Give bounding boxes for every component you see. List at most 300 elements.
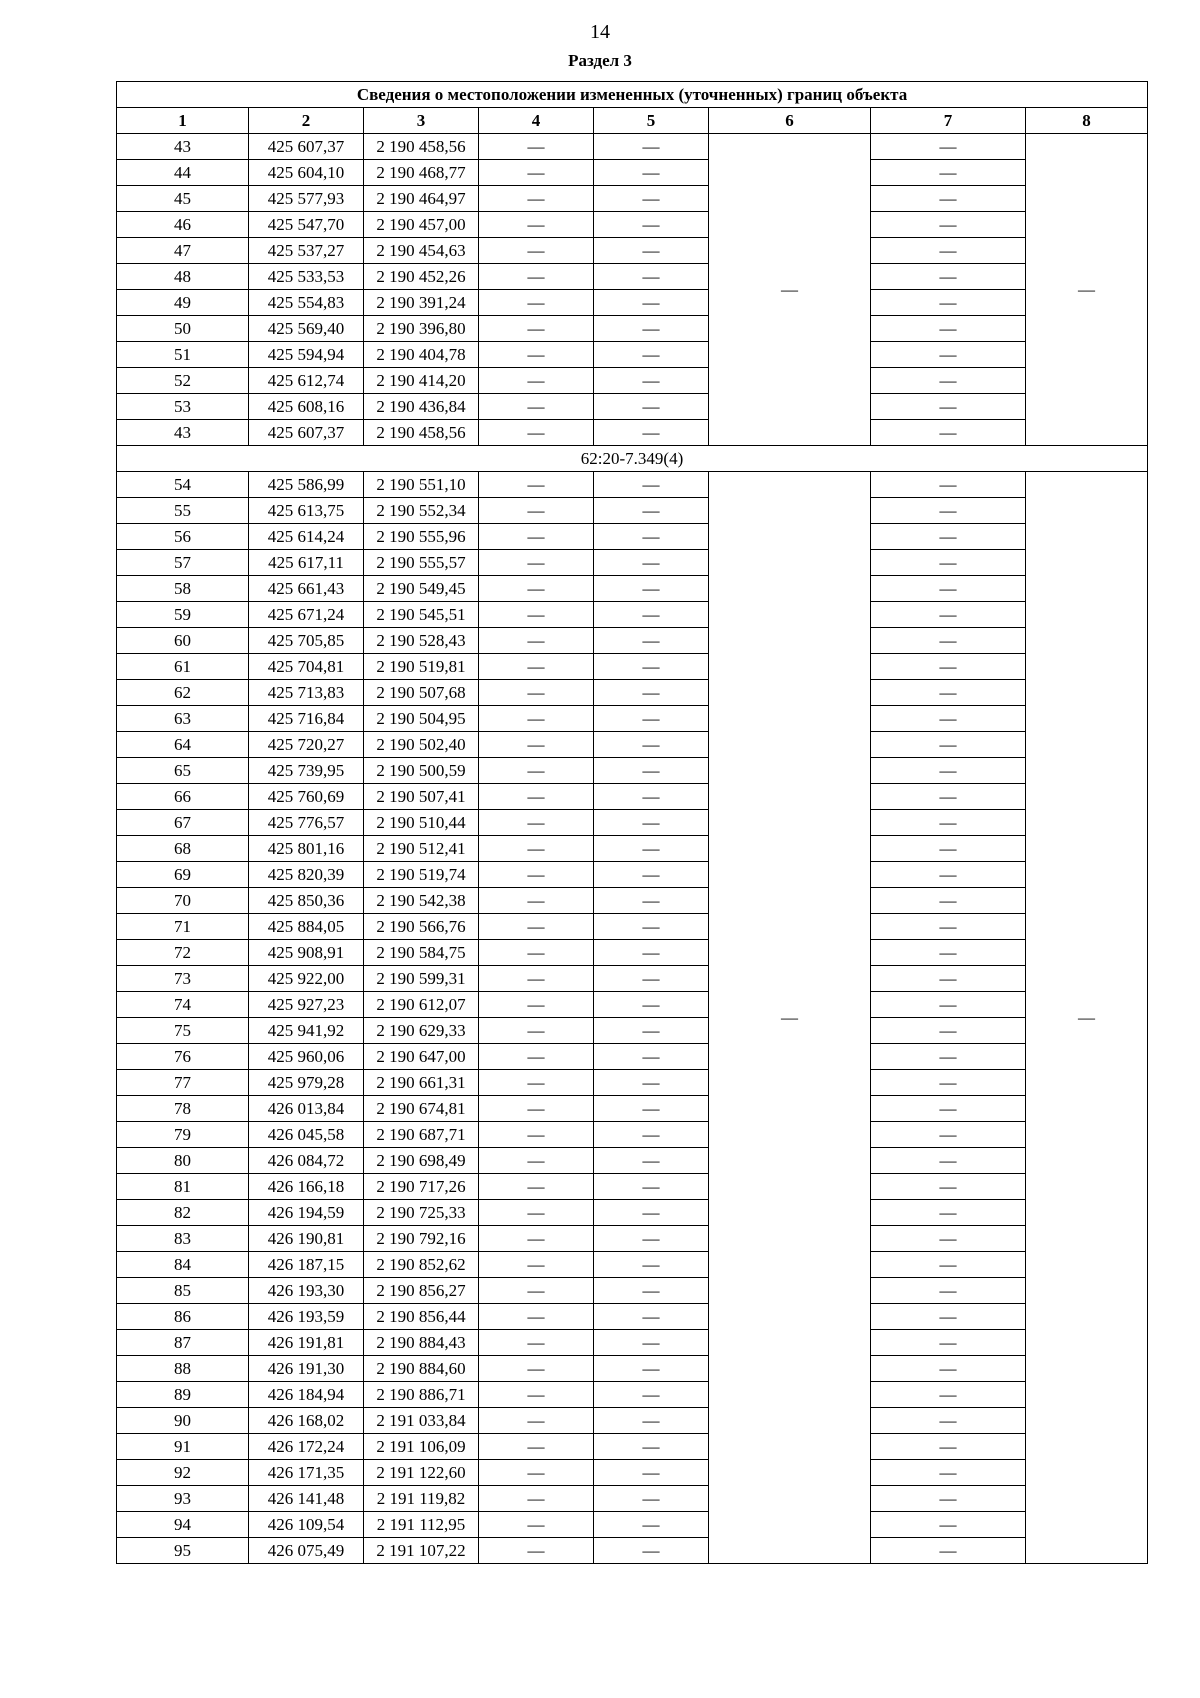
table-row [117,888,1148,914]
column-4-value: — [479,1174,594,1200]
point-number: 50 [117,316,249,342]
column-7-value: — [871,160,1026,186]
coordinate-y: 2 190 507,68 [364,680,479,706]
column-7-value: — [871,732,1026,758]
table-row [117,1252,1148,1278]
point-number: 49 [117,290,249,316]
column-5-value: — [594,498,709,524]
coordinate-x: 425 614,24 [249,524,364,550]
point-number: 53 [117,394,249,420]
point-number: 45 [117,186,249,212]
coordinate-y: 2 190 504,95 [364,706,479,732]
point-number: 59 [117,602,249,628]
point-number: 67 [117,810,249,836]
table-row [117,654,1148,680]
coordinate-x: 425 941,92 [249,1018,364,1044]
column-5-value: — [594,550,709,576]
column-7-value: — [871,134,1026,160]
table-row [117,758,1148,784]
column-number-4: 4 [479,108,594,134]
table-row [117,264,1148,290]
coordinate-x: 425 607,37 [249,134,364,160]
table-row [117,550,1148,576]
column-5-value: — [594,1278,709,1304]
table-row [117,1278,1148,1304]
column-4-value: — [479,914,594,940]
table-row [117,1486,1148,1512]
point-number: 62 [117,680,249,706]
point-number: 85 [117,1278,249,1304]
table-row [117,1512,1148,1538]
column-4-value: — [479,342,594,368]
table-row [117,524,1148,550]
column-7-value: — [871,498,1026,524]
column-5-value: — [594,1044,709,1070]
table-caption: Сведения о местоположении измененных (уточненных) границ объекта [117,82,1148,108]
point-number: 83 [117,1226,249,1252]
column-4-value: — [479,576,594,602]
column-7-value: — [871,264,1026,290]
table-row [117,368,1148,394]
table-row [117,212,1148,238]
table-row [117,732,1148,758]
coordinate-x: 426 045,58 [249,1122,364,1148]
point-number: 46 [117,212,249,238]
column-7-value: — [871,1382,1026,1408]
column-4-value: — [479,1330,594,1356]
coordinate-y: 2 190 856,44 [364,1304,479,1330]
coordinate-x: 425 720,27 [249,732,364,758]
table-head [117,82,1148,134]
coordinate-x: 425 661,43 [249,576,364,602]
column-5-value: — [594,1382,709,1408]
column-4-value: — [479,1382,594,1408]
point-number: 60 [117,628,249,654]
column-7-value: — [871,992,1026,1018]
column-5-value: — [594,992,709,1018]
column-4-value: — [479,368,594,394]
coordinate-y: 2 191 119,82 [364,1486,479,1512]
coordinate-x: 425 960,06 [249,1044,364,1070]
point-number: 63 [117,706,249,732]
column-5-value: — [594,290,709,316]
coordinate-x: 425 608,16 [249,394,364,420]
table-row [117,914,1148,940]
point-number: 44 [117,160,249,186]
point-number: 93 [117,1486,249,1512]
point-number: 92 [117,1460,249,1486]
column-7-value: — [871,342,1026,368]
coordinate-x: 426 168,02 [249,1408,364,1434]
coordinate-x: 425 704,81 [249,654,364,680]
table-row [117,1330,1148,1356]
coordinate-y: 2 190 674,81 [364,1096,479,1122]
column-5-value: — [594,342,709,368]
column-5-value: — [594,238,709,264]
table-row [117,810,1148,836]
table-row [117,1174,1148,1200]
table-row [117,1096,1148,1122]
table-row [117,420,1148,446]
coordinate-x: 425 586,99 [249,472,364,498]
point-number: 55 [117,498,249,524]
point-number: 82 [117,1200,249,1226]
column-4-value: — [479,1018,594,1044]
coordinate-x: 426 075,49 [249,1538,364,1564]
coordinate-x: 425 613,75 [249,498,364,524]
point-number: 43 [117,134,249,160]
column-5-value: — [594,134,709,160]
coordinate-y: 2 190 552,34 [364,498,479,524]
coordinate-y: 2 190 510,44 [364,810,479,836]
column-5-value: — [594,1460,709,1486]
column-7-value: — [871,888,1026,914]
coordinate-y: 2 191 106,09 [364,1434,479,1460]
table-row [117,1200,1148,1226]
column-5-value: — [594,810,709,836]
column-6-merged-value: — [709,134,871,446]
column-7-value: — [871,1200,1026,1226]
column-4-value: — [479,1538,594,1564]
column-7-value: — [871,1226,1026,1252]
point-number: 79 [117,1122,249,1148]
coordinate-y: 2 190 555,96 [364,524,479,550]
column-5-value: — [594,1304,709,1330]
coordinate-x: 425 604,10 [249,160,364,186]
caption-row [117,82,1148,108]
coordinate-y: 2 190 452,26 [364,264,479,290]
column-4-value: — [479,862,594,888]
coordinate-x: 426 191,30 [249,1356,364,1382]
coordinate-y: 2 190 519,74 [364,862,479,888]
column-7-value: — [871,654,1026,680]
group-label-row [117,446,1148,472]
column-number-1: 1 [117,108,249,134]
column-5-value: — [594,1148,709,1174]
point-number: 86 [117,1304,249,1330]
point-number: 71 [117,914,249,940]
coordinate-y: 2 190 458,56 [364,134,479,160]
column-7-value: — [871,602,1026,628]
coordinate-x: 426 193,30 [249,1278,364,1304]
column-4-value: — [479,602,594,628]
column-5-value: — [594,368,709,394]
table-row [117,628,1148,654]
column-7-value: — [871,784,1026,810]
column-7-value: — [871,1460,1026,1486]
coordinate-x: 425 537,27 [249,238,364,264]
column-4-value: — [479,160,594,186]
coordinate-y: 2 190 852,62 [364,1252,479,1278]
column-4-value: — [479,550,594,576]
column-7-value: — [871,576,1026,602]
coordinate-x: 426 190,81 [249,1226,364,1252]
table-row [117,862,1148,888]
table-row [117,966,1148,992]
table-row [117,1538,1148,1564]
coordinate-x: 425 554,83 [249,290,364,316]
table-row [117,1070,1148,1096]
table-row [117,576,1148,602]
column-5-value: — [594,1538,709,1564]
coordinate-x: 426 109,54 [249,1512,364,1538]
column-4-value: — [479,836,594,862]
column-5-value: — [594,1200,709,1226]
table-row [117,1018,1148,1044]
point-number: 47 [117,238,249,264]
column-7-value: — [871,628,1026,654]
column-7-value: — [871,1252,1026,1278]
column-7-value: — [871,524,1026,550]
column-6-merged-value: — [709,472,871,1564]
column-7-value: — [871,550,1026,576]
coordinate-y: 2 190 414,20 [364,368,479,394]
table-row [117,1122,1148,1148]
point-number: 48 [117,264,249,290]
column-5-value: — [594,1356,709,1382]
column-7-value: — [871,316,1026,342]
coordinate-x: 425 547,70 [249,212,364,238]
coordinate-y: 2 190 698,49 [364,1148,479,1174]
point-number: 80 [117,1148,249,1174]
column-4-value: — [479,524,594,550]
column-number-5: 5 [594,108,709,134]
column-7-value: — [871,1278,1026,1304]
coordinate-y: 2 190 545,51 [364,602,479,628]
coordinates-table [116,81,1148,1564]
point-number: 78 [117,1096,249,1122]
coordinate-y: 2 190 519,81 [364,654,479,680]
column-5-value: — [594,836,709,862]
object-number: 62:20-7.349(4) [117,446,1148,472]
column-5-value: — [594,1122,709,1148]
table-row [117,784,1148,810]
table-row [117,1408,1148,1434]
table-row [117,134,1148,160]
coordinate-x: 425 850,36 [249,888,364,914]
column-4-value: — [479,1148,594,1174]
column-5-value: — [594,732,709,758]
column-5-value: — [594,576,709,602]
point-number: 74 [117,992,249,1018]
coordinate-x: 426 187,15 [249,1252,364,1278]
coordinate-x: 426 172,24 [249,1434,364,1460]
table-row [117,316,1148,342]
column-4-value: — [479,238,594,264]
column-7-value: — [871,1070,1026,1096]
column-5-value: — [594,862,709,888]
column-4-value: — [479,1200,594,1226]
coordinate-x: 426 184,94 [249,1382,364,1408]
column-number-row [117,108,1148,134]
coordinate-x: 425 908,91 [249,940,364,966]
column-7-value: — [871,1122,1026,1148]
column-5-value: — [594,1174,709,1200]
table-row [117,238,1148,264]
point-number: 84 [117,1252,249,1278]
coordinate-y: 2 191 107,22 [364,1538,479,1564]
point-number: 68 [117,836,249,862]
table-row [117,186,1148,212]
column-4-value: — [479,1460,594,1486]
table-row [117,394,1148,420]
coordinate-x: 426 141,48 [249,1486,364,1512]
column-5-value: — [594,1512,709,1538]
coordinate-x: 425 716,84 [249,706,364,732]
column-7-value: — [871,1018,1026,1044]
coordinate-y: 2 190 468,77 [364,160,479,186]
table-body [117,134,1148,1564]
point-number: 52 [117,368,249,394]
coordinate-y: 2 190 687,71 [364,1122,479,1148]
coordinate-x: 425 927,23 [249,992,364,1018]
column-4-value: — [479,706,594,732]
column-4-value: — [479,1434,594,1460]
coordinate-y: 2 190 661,31 [364,1070,479,1096]
column-4-value: — [479,394,594,420]
column-5-value: — [594,1434,709,1460]
column-8-merged-value: — [1026,134,1148,446]
column-5-value: — [594,1252,709,1278]
coordinate-y: 2 190 647,00 [364,1044,479,1070]
column-7-value: — [871,186,1026,212]
table-row [117,680,1148,706]
column-7-value: — [871,1538,1026,1564]
column-number-2: 2 [249,108,364,134]
column-7-value: — [871,1434,1026,1460]
column-5-value: — [594,784,709,810]
column-7-value: — [871,836,1026,862]
column-7-value: — [871,706,1026,732]
point-number: 88 [117,1356,249,1382]
column-5-value: — [594,394,709,420]
column-7-value: — [871,472,1026,498]
table-row [117,602,1148,628]
coordinate-y: 2 190 584,75 [364,940,479,966]
point-number: 70 [117,888,249,914]
coordinate-x: 425 569,40 [249,316,364,342]
column-7-value: — [871,1486,1026,1512]
point-number: 56 [117,524,249,550]
point-number: 77 [117,1070,249,1096]
point-number: 61 [117,654,249,680]
coordinate-x: 425 820,39 [249,862,364,888]
point-number: 81 [117,1174,249,1200]
column-4-value: — [479,1486,594,1512]
column-5-value: — [594,940,709,966]
column-4-value: — [479,290,594,316]
point-number: 54 [117,472,249,498]
column-4-value: — [479,1070,594,1096]
table-row [117,1226,1148,1252]
coordinate-x: 425 979,28 [249,1070,364,1096]
column-8-merged-value: — [1026,472,1148,1564]
column-4-value: — [479,1408,594,1434]
table-row [117,1460,1148,1486]
column-7-value: — [871,1174,1026,1200]
coordinate-x: 426 191,81 [249,1330,364,1356]
coordinate-y: 2 190 551,10 [364,472,479,498]
point-number: 90 [117,1408,249,1434]
column-4-value: — [479,784,594,810]
coordinate-x: 425 671,24 [249,602,364,628]
point-number: 69 [117,862,249,888]
column-5-value: — [594,888,709,914]
coordinate-x: 425 594,94 [249,342,364,368]
coordinate-x: 425 612,74 [249,368,364,394]
column-number-8: 8 [1026,108,1148,134]
coordinate-x: 426 084,72 [249,1148,364,1174]
point-number: 66 [117,784,249,810]
point-number: 72 [117,940,249,966]
coordinate-y: 2 191 122,60 [364,1460,479,1486]
coordinate-x: 425 739,95 [249,758,364,784]
coordinate-y: 2 190 436,84 [364,394,479,420]
column-7-value: — [871,1304,1026,1330]
column-5-value: — [594,186,709,212]
coordinate-x: 425 617,11 [249,550,364,576]
table-row [117,1382,1148,1408]
coordinate-x: 425 713,83 [249,680,364,706]
table-row [117,1356,1148,1382]
table-row [117,706,1148,732]
coordinate-y: 2 190 886,71 [364,1382,479,1408]
column-7-value: — [871,810,1026,836]
point-number: 87 [117,1330,249,1356]
coordinate-x: 426 193,59 [249,1304,364,1330]
column-4-value: — [479,498,594,524]
coordinate-y: 2 190 549,45 [364,576,479,602]
column-4-value: — [479,992,594,1018]
column-5-value: — [594,1330,709,1356]
page-number: 14 [590,21,610,43]
coordinate-y: 2 190 884,43 [364,1330,479,1356]
coordinate-x: 426 194,59 [249,1200,364,1226]
column-4-value: — [479,888,594,914]
coordinate-y: 2 190 599,31 [364,966,479,992]
column-5-value: — [594,524,709,550]
coordinate-y: 2 190 458,56 [364,420,479,446]
column-5-value: — [594,680,709,706]
column-4-value: — [479,732,594,758]
column-number-7: 7 [871,108,1026,134]
point-number: 95 [117,1538,249,1564]
column-7-value: — [871,1512,1026,1538]
point-number: 57 [117,550,249,576]
column-4-value: — [479,1512,594,1538]
column-4-value: — [479,1096,594,1122]
column-7-value: — [871,914,1026,940]
column-5-value: — [594,758,709,784]
column-4-value: — [479,1044,594,1070]
point-number: 64 [117,732,249,758]
point-number: 94 [117,1512,249,1538]
column-4-value: — [479,212,594,238]
coordinate-x: 426 166,18 [249,1174,364,1200]
column-5-value: — [594,914,709,940]
point-number: 43 [117,420,249,446]
coordinate-y: 2 190 725,33 [364,1200,479,1226]
column-7-value: — [871,1408,1026,1434]
column-7-value: — [871,1356,1026,1382]
table-row [117,472,1148,498]
coordinate-y: 2 190 612,07 [364,992,479,1018]
coordinate-y: 2 190 464,97 [364,186,479,212]
column-4-value: — [479,186,594,212]
table-row [117,342,1148,368]
column-5-value: — [594,420,709,446]
point-number: 65 [117,758,249,784]
